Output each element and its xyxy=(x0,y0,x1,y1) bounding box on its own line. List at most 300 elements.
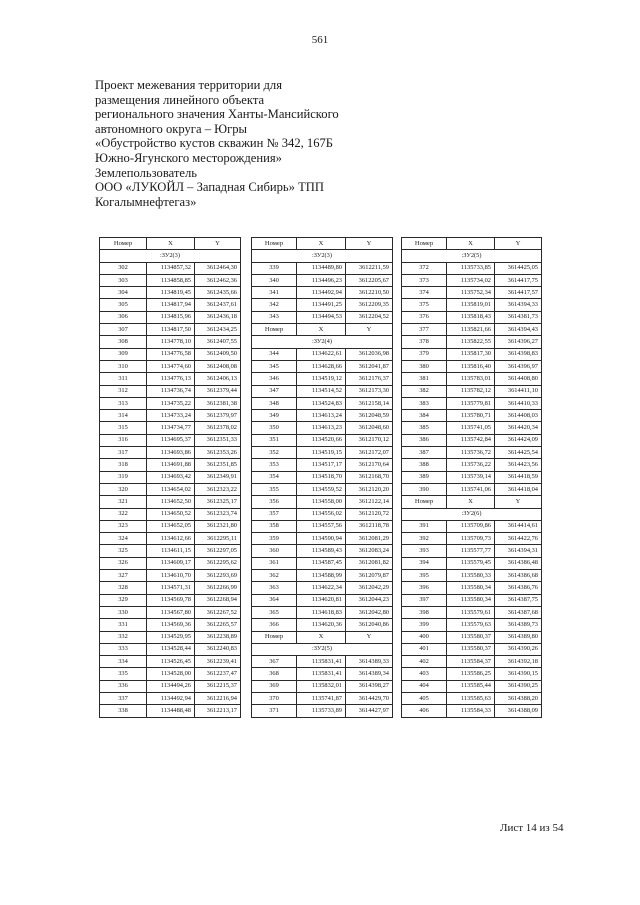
point-number: 308 xyxy=(100,336,147,348)
coord-y: 3612216,94 xyxy=(195,692,241,704)
table-row xyxy=(402,324,542,336)
point-number: 403 xyxy=(402,668,447,680)
table-row xyxy=(252,594,393,606)
coord-x: 1134589,43 xyxy=(297,545,346,557)
coord-y: 3612321,80 xyxy=(195,520,241,532)
coord-x: 1134557,56 xyxy=(297,520,346,532)
coord-y: 3614424,09 xyxy=(495,434,542,446)
zone-row xyxy=(252,336,393,348)
zone-row xyxy=(402,508,542,520)
point-number: 318 xyxy=(100,459,147,471)
coord-y: 3614414,61 xyxy=(495,520,542,532)
header-y: Y xyxy=(346,631,393,643)
header-y: Y xyxy=(346,238,393,250)
table-row xyxy=(402,410,542,422)
coord-x: 1134734,77 xyxy=(147,422,195,434)
table-row xyxy=(402,557,542,569)
point-number: 303 xyxy=(100,274,147,286)
table-row xyxy=(100,483,241,495)
coord-x: 1134559,52 xyxy=(297,483,346,495)
point-number: 347 xyxy=(252,385,297,397)
point-number: 370 xyxy=(252,692,297,704)
coord-y: 3614396,97 xyxy=(495,360,542,372)
header-number: Номер xyxy=(402,496,447,508)
point-number: 372 xyxy=(402,262,447,274)
point-number: 382 xyxy=(402,385,447,397)
point-number: 330 xyxy=(100,606,147,618)
table-row xyxy=(402,705,542,717)
table-row xyxy=(100,410,241,422)
coord-x: 1135822,55 xyxy=(447,336,495,348)
point-number: 338 xyxy=(100,705,147,717)
coord-x: 1135782,12 xyxy=(447,385,495,397)
point-number: 380 xyxy=(402,360,447,372)
header-x: X xyxy=(297,324,346,336)
coord-y: 3614390,15 xyxy=(495,668,542,680)
table-header-row xyxy=(402,496,542,508)
table-row xyxy=(100,434,241,446)
point-number: 401 xyxy=(402,643,447,655)
coord-x: 1134776,58 xyxy=(147,348,195,360)
coord-y: 3614390,26 xyxy=(495,643,542,655)
coord-y: 3614427,97 xyxy=(346,705,393,717)
table-header-row xyxy=(252,238,393,250)
coord-x: 1134609,17 xyxy=(147,557,195,569)
coord-x: 1135831,41 xyxy=(297,668,346,680)
coord-x: 1134514,52 xyxy=(297,385,346,397)
coord-y: 3614387,68 xyxy=(495,606,542,618)
point-number: 375 xyxy=(402,299,447,311)
coord-x: 1135819,01 xyxy=(447,299,495,311)
point-number: 332 xyxy=(100,631,147,643)
coord-x: 1134524,83 xyxy=(297,397,346,409)
table-row xyxy=(100,619,241,631)
table-row xyxy=(100,373,241,385)
table-row xyxy=(402,570,542,582)
coord-x: 1134613,24 xyxy=(297,410,346,422)
point-number: 366 xyxy=(252,619,297,631)
point-number: 344 xyxy=(252,348,297,360)
coord-x: 1134491,25 xyxy=(297,299,346,311)
point-number: 348 xyxy=(252,397,297,409)
table-row xyxy=(100,459,241,471)
point-number: 328 xyxy=(100,582,147,594)
coord-x: 1135709,86 xyxy=(447,520,495,532)
coord-y: 3612168,70 xyxy=(346,471,393,483)
coord-y: 3612204,52 xyxy=(346,311,393,323)
table-row xyxy=(100,496,241,508)
coord-y: 3614408,03 xyxy=(495,410,542,422)
coord-y: 3614381,73 xyxy=(495,311,542,323)
coordinates-table-left xyxy=(99,237,241,718)
coord-y: 3612172,07 xyxy=(346,447,393,459)
point-number: 405 xyxy=(402,692,447,704)
point-number: 358 xyxy=(252,520,297,532)
point-number: 316 xyxy=(100,434,147,446)
point-number: 363 xyxy=(252,582,297,594)
coord-x: 1135585,44 xyxy=(447,680,495,692)
coord-x: 1135580,34 xyxy=(447,594,495,606)
table-row xyxy=(252,656,393,668)
coord-x: 1134650,52 xyxy=(147,508,195,520)
coord-x: 1135816,40 xyxy=(447,360,495,372)
table-row xyxy=(402,631,542,643)
coord-y: 3612265,57 xyxy=(195,619,241,631)
point-number: 307 xyxy=(100,324,147,336)
coord-y: 3614390,25 xyxy=(495,680,542,692)
header-x: X xyxy=(297,631,346,643)
coord-y: 3612205,67 xyxy=(346,274,393,286)
coord-x: 1135584,37 xyxy=(447,656,495,668)
table-row xyxy=(252,705,393,717)
table-row xyxy=(402,385,542,397)
table-row xyxy=(100,287,241,299)
coord-x: 1135821,66 xyxy=(447,324,495,336)
coord-x: 1134528,00 xyxy=(147,668,195,680)
coord-y: 3614425,54 xyxy=(495,447,542,459)
coord-x: 1134817,94 xyxy=(147,299,195,311)
table-row xyxy=(100,668,241,680)
table-row xyxy=(100,594,241,606)
coord-y: 3612351,33 xyxy=(195,434,241,446)
point-number: 339 xyxy=(252,262,297,274)
coord-y: 3612158,14 xyxy=(346,397,393,409)
coord-x: 1134492,94 xyxy=(297,287,346,299)
title-line: Когалымнефтегаз» xyxy=(95,194,197,209)
point-number: 399 xyxy=(402,619,447,631)
coord-y: 3614408,80 xyxy=(495,373,542,385)
coord-x: 1134652,05 xyxy=(147,520,195,532)
coord-x: 1134590,94 xyxy=(297,533,346,545)
table-row xyxy=(402,483,542,495)
point-number: 336 xyxy=(100,680,147,692)
coord-y: 3612437,61 xyxy=(195,299,241,311)
coord-y: 3612407,55 xyxy=(195,336,241,348)
point-number: 376 xyxy=(402,311,447,323)
table-header-row xyxy=(252,631,393,643)
table-row xyxy=(100,692,241,704)
coord-y: 3614389,34 xyxy=(346,668,393,680)
coord-x: 1135783,01 xyxy=(447,373,495,385)
coord-x: 1135734,02 xyxy=(447,274,495,286)
title-line: автономного округа – Югры xyxy=(95,121,248,136)
header-x: X xyxy=(447,496,495,508)
point-number: 335 xyxy=(100,668,147,680)
coord-y: 3614388,20 xyxy=(495,692,542,704)
table-row xyxy=(402,606,542,618)
coord-x: 1135741,87 xyxy=(297,692,346,704)
table-row xyxy=(402,643,542,655)
title-line: Проект межевания территории для xyxy=(95,78,282,92)
point-number: 383 xyxy=(402,397,447,409)
title-line: размещения линейного объекта xyxy=(95,92,265,107)
point-number: 406 xyxy=(402,705,447,717)
coord-x: 1134622,34 xyxy=(297,582,346,594)
coordinates-table-middle xyxy=(251,237,393,718)
coord-x: 1134556,02 xyxy=(297,508,346,520)
table-row xyxy=(402,262,542,274)
table-row xyxy=(252,360,393,372)
coord-x: 1134691,88 xyxy=(147,459,195,471)
coord-y: 3612173,30 xyxy=(346,385,393,397)
point-number: 357 xyxy=(252,508,297,520)
coord-y: 3612379,44 xyxy=(195,385,241,397)
table-row xyxy=(402,397,542,409)
zone-row xyxy=(402,250,542,262)
coord-x: 1135580,37 xyxy=(447,631,495,643)
point-number: 304 xyxy=(100,287,147,299)
coord-y: 3614423,56 xyxy=(495,459,542,471)
header-y: Y xyxy=(346,324,393,336)
coord-y: 3612435,66 xyxy=(195,287,241,299)
coord-y: 3612237,47 xyxy=(195,668,241,680)
point-number: 361 xyxy=(252,557,297,569)
point-number: 302 xyxy=(100,262,147,274)
header-number: Номер xyxy=(252,324,297,336)
title-line: Южно-Ягунского месторождения» xyxy=(95,150,282,165)
table-row xyxy=(402,336,542,348)
zone-label: :ЗУ2(4) xyxy=(252,336,393,348)
table-row xyxy=(402,594,542,606)
table-row xyxy=(402,656,542,668)
coord-x: 1134587,45 xyxy=(297,557,346,569)
table-row xyxy=(252,274,393,286)
coord-x: 1134558,00 xyxy=(297,496,346,508)
point-number: 346 xyxy=(252,373,297,385)
table-row xyxy=(100,656,241,668)
coord-y: 3612464,30 xyxy=(195,262,241,274)
coord-y: 3612406,13 xyxy=(195,373,241,385)
coord-x: 1134517,17 xyxy=(297,459,346,471)
zone-label: :ЗУ2(3) xyxy=(252,250,393,262)
table-row xyxy=(100,631,241,643)
coord-x: 1134695,37 xyxy=(147,434,195,446)
table-row xyxy=(252,348,393,360)
table-row xyxy=(252,533,393,545)
table-row xyxy=(100,471,241,483)
coord-y: 3614398,83 xyxy=(495,348,542,360)
point-number: 398 xyxy=(402,606,447,618)
coord-x: 1134610,70 xyxy=(147,570,195,582)
table-row xyxy=(252,668,393,680)
coord-x: 1135584,33 xyxy=(447,705,495,717)
point-number: 343 xyxy=(252,311,297,323)
coord-y: 3612295,11 xyxy=(195,533,241,545)
header-x: X xyxy=(297,238,346,250)
table-row xyxy=(100,582,241,594)
coord-x: 1135733,89 xyxy=(297,705,346,717)
coord-x: 1135579,61 xyxy=(447,606,495,618)
table-row xyxy=(252,483,393,495)
header-number: Номер xyxy=(252,631,297,643)
coord-y: 3612118,78 xyxy=(346,520,393,532)
coord-x: 1134569,36 xyxy=(147,619,195,631)
table-row xyxy=(100,545,241,557)
coord-y: 3612209,35 xyxy=(346,299,393,311)
coord-x: 1134611,15 xyxy=(147,545,195,557)
coord-y: 3612120,20 xyxy=(346,483,393,495)
point-number: 333 xyxy=(100,643,147,655)
coord-y: 3614411,10 xyxy=(495,385,542,397)
sheet-counter: Лист 14 из 54 xyxy=(500,822,564,834)
point-number: 365 xyxy=(252,606,297,618)
coord-x: 1134519,15 xyxy=(297,447,346,459)
coord-y: 3614422,76 xyxy=(495,533,542,545)
coord-x: 1134654,02 xyxy=(147,483,195,495)
table-row xyxy=(402,619,542,631)
coord-x: 1135736,22 xyxy=(447,459,495,471)
coord-y: 3612215,37 xyxy=(195,680,241,692)
point-number: 352 xyxy=(252,447,297,459)
point-number: 356 xyxy=(252,496,297,508)
table-row xyxy=(252,570,393,582)
point-number: 397 xyxy=(402,594,447,606)
table-row xyxy=(100,262,241,274)
table-row xyxy=(252,471,393,483)
point-number: 389 xyxy=(402,471,447,483)
table-row xyxy=(402,373,542,385)
coord-x: 1135741,06 xyxy=(447,483,495,495)
table-row xyxy=(252,397,393,409)
coord-y: 3612040,86 xyxy=(346,619,393,631)
point-number: 392 xyxy=(402,533,447,545)
coord-y: 3612048,60 xyxy=(346,422,393,434)
coord-y: 3612048,59 xyxy=(346,410,393,422)
coord-y: 3614396,27 xyxy=(495,336,542,348)
coord-x: 1134518,70 xyxy=(297,471,346,483)
point-number: 373 xyxy=(402,274,447,286)
zone-label: :ЗУ2(5) xyxy=(252,643,393,655)
header-number: Номер xyxy=(252,238,297,250)
table-row xyxy=(402,545,542,557)
point-number: 315 xyxy=(100,422,147,434)
table-row xyxy=(402,582,542,594)
point-number: 390 xyxy=(402,483,447,495)
coord-y: 3612238,89 xyxy=(195,631,241,643)
table-row xyxy=(252,496,393,508)
coord-x: 1134778,10 xyxy=(147,336,195,348)
coordinates-table-right xyxy=(401,237,542,718)
point-number: 362 xyxy=(252,570,297,582)
table-row xyxy=(252,385,393,397)
coord-y: 3612083,24 xyxy=(346,545,393,557)
table-row xyxy=(252,434,393,446)
table-row xyxy=(402,434,542,446)
point-number: 320 xyxy=(100,483,147,495)
coord-x: 1134735,22 xyxy=(147,397,195,409)
coord-y: 3612268,94 xyxy=(195,594,241,606)
point-number: 326 xyxy=(100,557,147,569)
title-line: Землепользователь xyxy=(95,165,198,180)
point-number: 379 xyxy=(402,348,447,360)
coord-x: 1135579,63 xyxy=(447,619,495,631)
coord-x: 1134529,95 xyxy=(147,631,195,643)
coord-x: 1135586,25 xyxy=(447,668,495,680)
table-row xyxy=(402,274,542,286)
header-x: X xyxy=(447,238,495,250)
coord-y: 3612213,17 xyxy=(195,705,241,717)
coord-y: 3614417,75 xyxy=(495,274,542,286)
coord-x: 1135779,81 xyxy=(447,397,495,409)
table-row xyxy=(252,422,393,434)
point-number: 395 xyxy=(402,570,447,582)
coord-x: 1135741,05 xyxy=(447,422,495,434)
coord-y: 3614389,73 xyxy=(495,619,542,631)
point-number: 345 xyxy=(252,360,297,372)
table-row xyxy=(252,619,393,631)
coord-x: 1135580,37 xyxy=(447,643,495,655)
coord-x: 1134494,26 xyxy=(147,680,195,692)
header-number: Номер xyxy=(100,238,147,250)
table-row xyxy=(100,348,241,360)
coord-x: 1135832,01 xyxy=(297,680,346,692)
point-number: 319 xyxy=(100,471,147,483)
table-row xyxy=(100,680,241,692)
coord-y: 3614387,75 xyxy=(495,594,542,606)
coord-x: 1134736,74 xyxy=(147,385,195,397)
point-number: 342 xyxy=(252,299,297,311)
coord-y: 3614386,76 xyxy=(495,582,542,594)
coord-y: 3612170,12 xyxy=(346,434,393,446)
zone-label: :ЗУ2(6) xyxy=(402,508,542,520)
table-row xyxy=(100,274,241,286)
coord-x: 1134612,66 xyxy=(147,533,195,545)
coord-x: 1134571,31 xyxy=(147,582,195,594)
coord-x: 1135818,43 xyxy=(447,311,495,323)
point-number: 322 xyxy=(100,508,147,520)
document-title xyxy=(95,78,425,209)
coord-y: 3612434,25 xyxy=(195,324,241,336)
point-number: 349 xyxy=(252,410,297,422)
point-number: 324 xyxy=(100,533,147,545)
table-row xyxy=(402,520,542,532)
coord-y: 3612036,98 xyxy=(346,348,393,360)
coord-y: 3612408,08 xyxy=(195,360,241,372)
coord-x: 1134858,85 xyxy=(147,274,195,286)
point-number: 396 xyxy=(402,582,447,594)
table-row xyxy=(252,508,393,520)
table-row xyxy=(402,471,542,483)
coord-y: 3612239,41 xyxy=(195,656,241,668)
header-y: Y xyxy=(495,496,542,508)
coord-y: 3612462,36 xyxy=(195,274,241,286)
zone-label: :ЗУ2(3) xyxy=(100,250,241,262)
coord-x: 1134622,61 xyxy=(297,348,346,360)
coord-x: 1135739,14 xyxy=(447,471,495,483)
coord-y: 3614398,27 xyxy=(346,680,393,692)
coord-x: 1134693,42 xyxy=(147,471,195,483)
table-header-row xyxy=(100,238,241,250)
point-number: 355 xyxy=(252,483,297,495)
coord-x: 1134528,44 xyxy=(147,643,195,655)
coord-x: 1134819,45 xyxy=(147,287,195,299)
table-row xyxy=(100,336,241,348)
coord-x: 1135709,73 xyxy=(447,533,495,545)
title-line: регионального значения Ханты-Мансийского xyxy=(95,107,339,122)
table-row xyxy=(100,508,241,520)
table-row xyxy=(100,324,241,336)
coord-y: 3612079,87 xyxy=(346,570,393,582)
coord-y: 3612293,69 xyxy=(195,570,241,582)
title-line: «Обустройство кустов скважин № 342, 167Б xyxy=(95,136,334,151)
table-row xyxy=(252,606,393,618)
table-row xyxy=(100,606,241,618)
table-row xyxy=(252,520,393,532)
table-row xyxy=(100,447,241,459)
coord-x: 1135736,72 xyxy=(447,447,495,459)
point-number: 374 xyxy=(402,287,447,299)
table-row xyxy=(402,447,542,459)
